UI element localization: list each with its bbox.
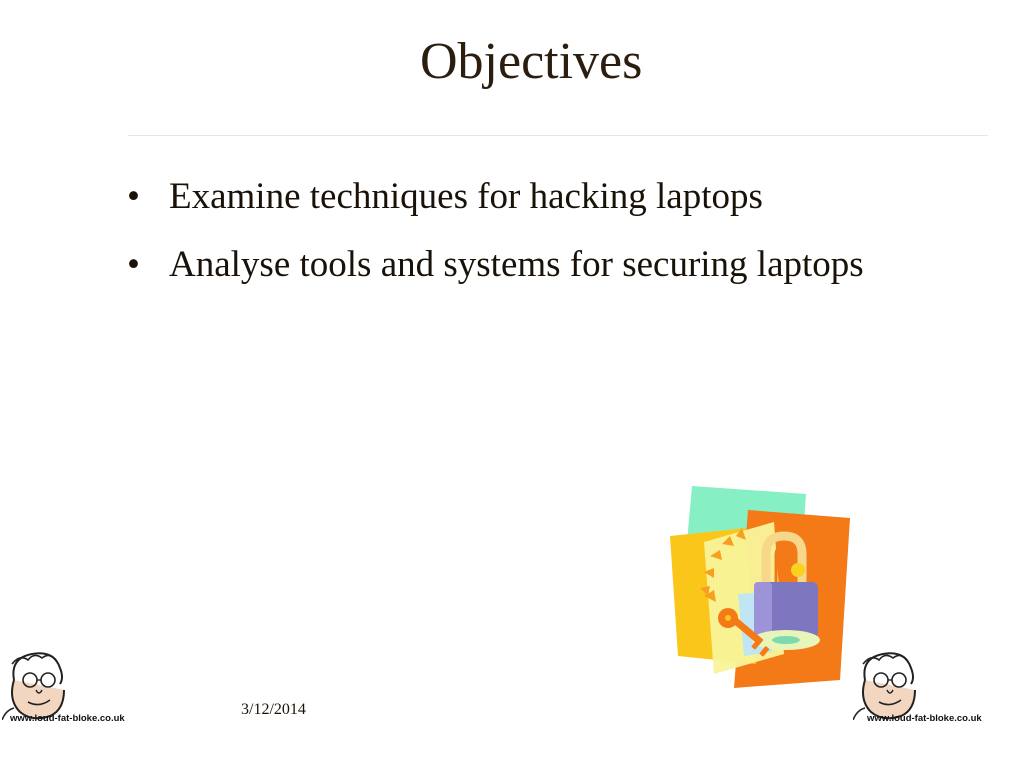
bullet-item [127,238,907,291]
caricature-face-icon [2,650,82,720]
footer-logo-right [845,650,1005,730]
bullet-text: Examine techniques for hacking laptops [169,176,763,217]
slide-date: 3/12/2014 [241,701,306,718]
padlock-and-key-icon [664,484,854,694]
bullet-item [127,170,907,223]
bullet-marker: • [127,244,140,285]
title-divider [128,135,988,136]
slide-title: Objectives [420,33,643,90]
bullet-text: Analyse tools and systems for securing laptops [169,244,864,285]
bullet-list [127,170,907,306]
caricature-face-icon [853,650,933,720]
bullet-marker: • [127,176,140,217]
footer-logo-left [0,650,160,730]
logo-url-text: www.loud-fat-bloke.co.uk [10,713,125,724]
logo-url-text: www.loud-fat-bloke.co.uk [867,713,982,724]
